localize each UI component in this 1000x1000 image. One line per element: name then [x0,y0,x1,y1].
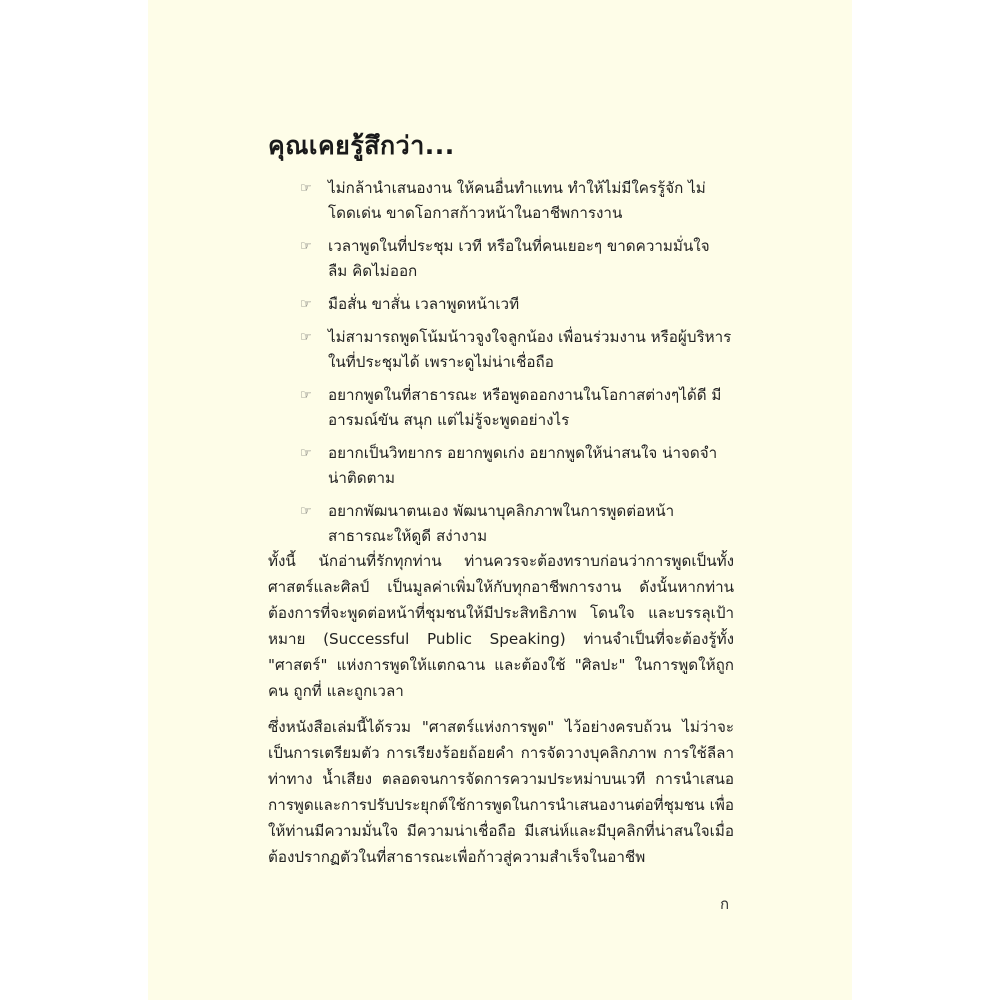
pointing-hand-icon: ☞ [300,330,312,345]
bullet-text: อยากพูดในที่สาธารณะ หรือพูดออกงานในโอกาสต่างๆได้ดี มีอารมณ์ขัน สนุก แต่ไม่รู้จะพูดอย่างไร [328,386,722,429]
pointing-hand-icon: ☞ [300,388,312,403]
list-item [300,234,732,284]
body-paragraph: ซึ่งหนังสือเล่มนี้ได้รวม "ศาสตร์แห่งการพูด" ไว้อย่างครบถ้วน ไม่ว่าจะเป็นการเตรียมตัว การเรียงร้อยถ้อยคำ การจัดวางบุคลิกภาพ การใช้ลีลา ท่าทาง น้ำเสียง ตลอดจนการจัดการความประหม่าบนเวที การนำเสนอการพูดและการปรับประยุกต์ใช้การพูดในการนำเสนองานต่อที่ชุมชน เพื่อให้ท่านมีความมั่นใจ มีความน่าเชื่อถือ มีเสน่ห์และมีบุคลิกที่น่าสนใจเมื่อต้องปรากฏตัวในที่สาธารณะเพื่อก้าวสู่ความสำเร็จในอาชีพ [268,718,734,866]
bullet-list [300,176,732,557]
list-item [300,441,732,491]
bullet-text: อยากพัฒนาตนเอง พัฒนาบุคลิกภาพในการพูดต่อหน้าสาธารณะให้ดูดี สง่างาม [328,502,675,545]
pointing-hand-icon: ☞ [300,239,312,254]
pointing-hand-icon: ☞ [300,446,312,461]
page-heading: คุณเคยรู้สึกว่า... [268,131,455,160]
pointing-hand-icon: ☞ [300,504,312,519]
body-paragraph: ทั้งนี้ นักอ่านที่รักทุกท่าน ท่านควรจะต้องทราบก่อนว่าการพูดเป็นทั้งศาสตร์และศิลป์ เป็นมูลค่าเพิ่มให้กับทุกอาชีพการงาน ดังนั้นหากท่านต้องการที่จะพูดต่อหน้าที่ชุมชนให้มีประสิทธิภาพ โดนใจ และบรรลุเป้าหมาย (Successful Public Speaking) ท่านจำเป็นที่จะต้องรู้ทั้ง "ศาสตร์" แห่งการพูดให้แตกฉาน และต้องใช้ "ศิลปะ" ในการพูดให้ถูกคน ถูกที่ และถูกเวลา [268,552,734,700]
list-item [300,176,732,226]
list-item [300,325,732,375]
bullet-text: มือสั่น ขาสั่น เวลาพูดหน้าเวที [328,295,520,313]
list-item [300,292,732,317]
list-item [300,499,732,549]
page-number: ก [720,895,730,913]
bullet-text: ไม่กล้านำเสนองาน ให้คนอื่นทำแทน ทำให้ไม่มีใครรู้จัก ไม่โดดเด่น ขาดโอกาสก้าวหน้าในอาชีพการงาน [328,179,706,222]
bullet-text: เวลาพูดในที่ประชุม เวที หรือในที่คนเยอะๆ ขาดความมั่นใจ ลืม คิดไม่ออก [328,237,710,280]
list-item [300,383,732,433]
bullet-text: อยากเป็นวิทยากร อยากพูดเก่ง อยากพูดให้น่าสนใจ น่าจดจำ น่าติดตาม [328,444,718,487]
pointing-hand-icon: ☞ [300,297,312,312]
pointing-hand-icon: ☞ [300,181,312,196]
book-page [148,0,852,1000]
bullet-text: ไม่สามารถพูดโน้มน้าวจูงใจลูกน้อง เพื่อนร่วมงาน หรือผู้บริหารในที่ประชุมได้ เพราะดูไม่น่าเชื่อถือ [328,328,732,371]
